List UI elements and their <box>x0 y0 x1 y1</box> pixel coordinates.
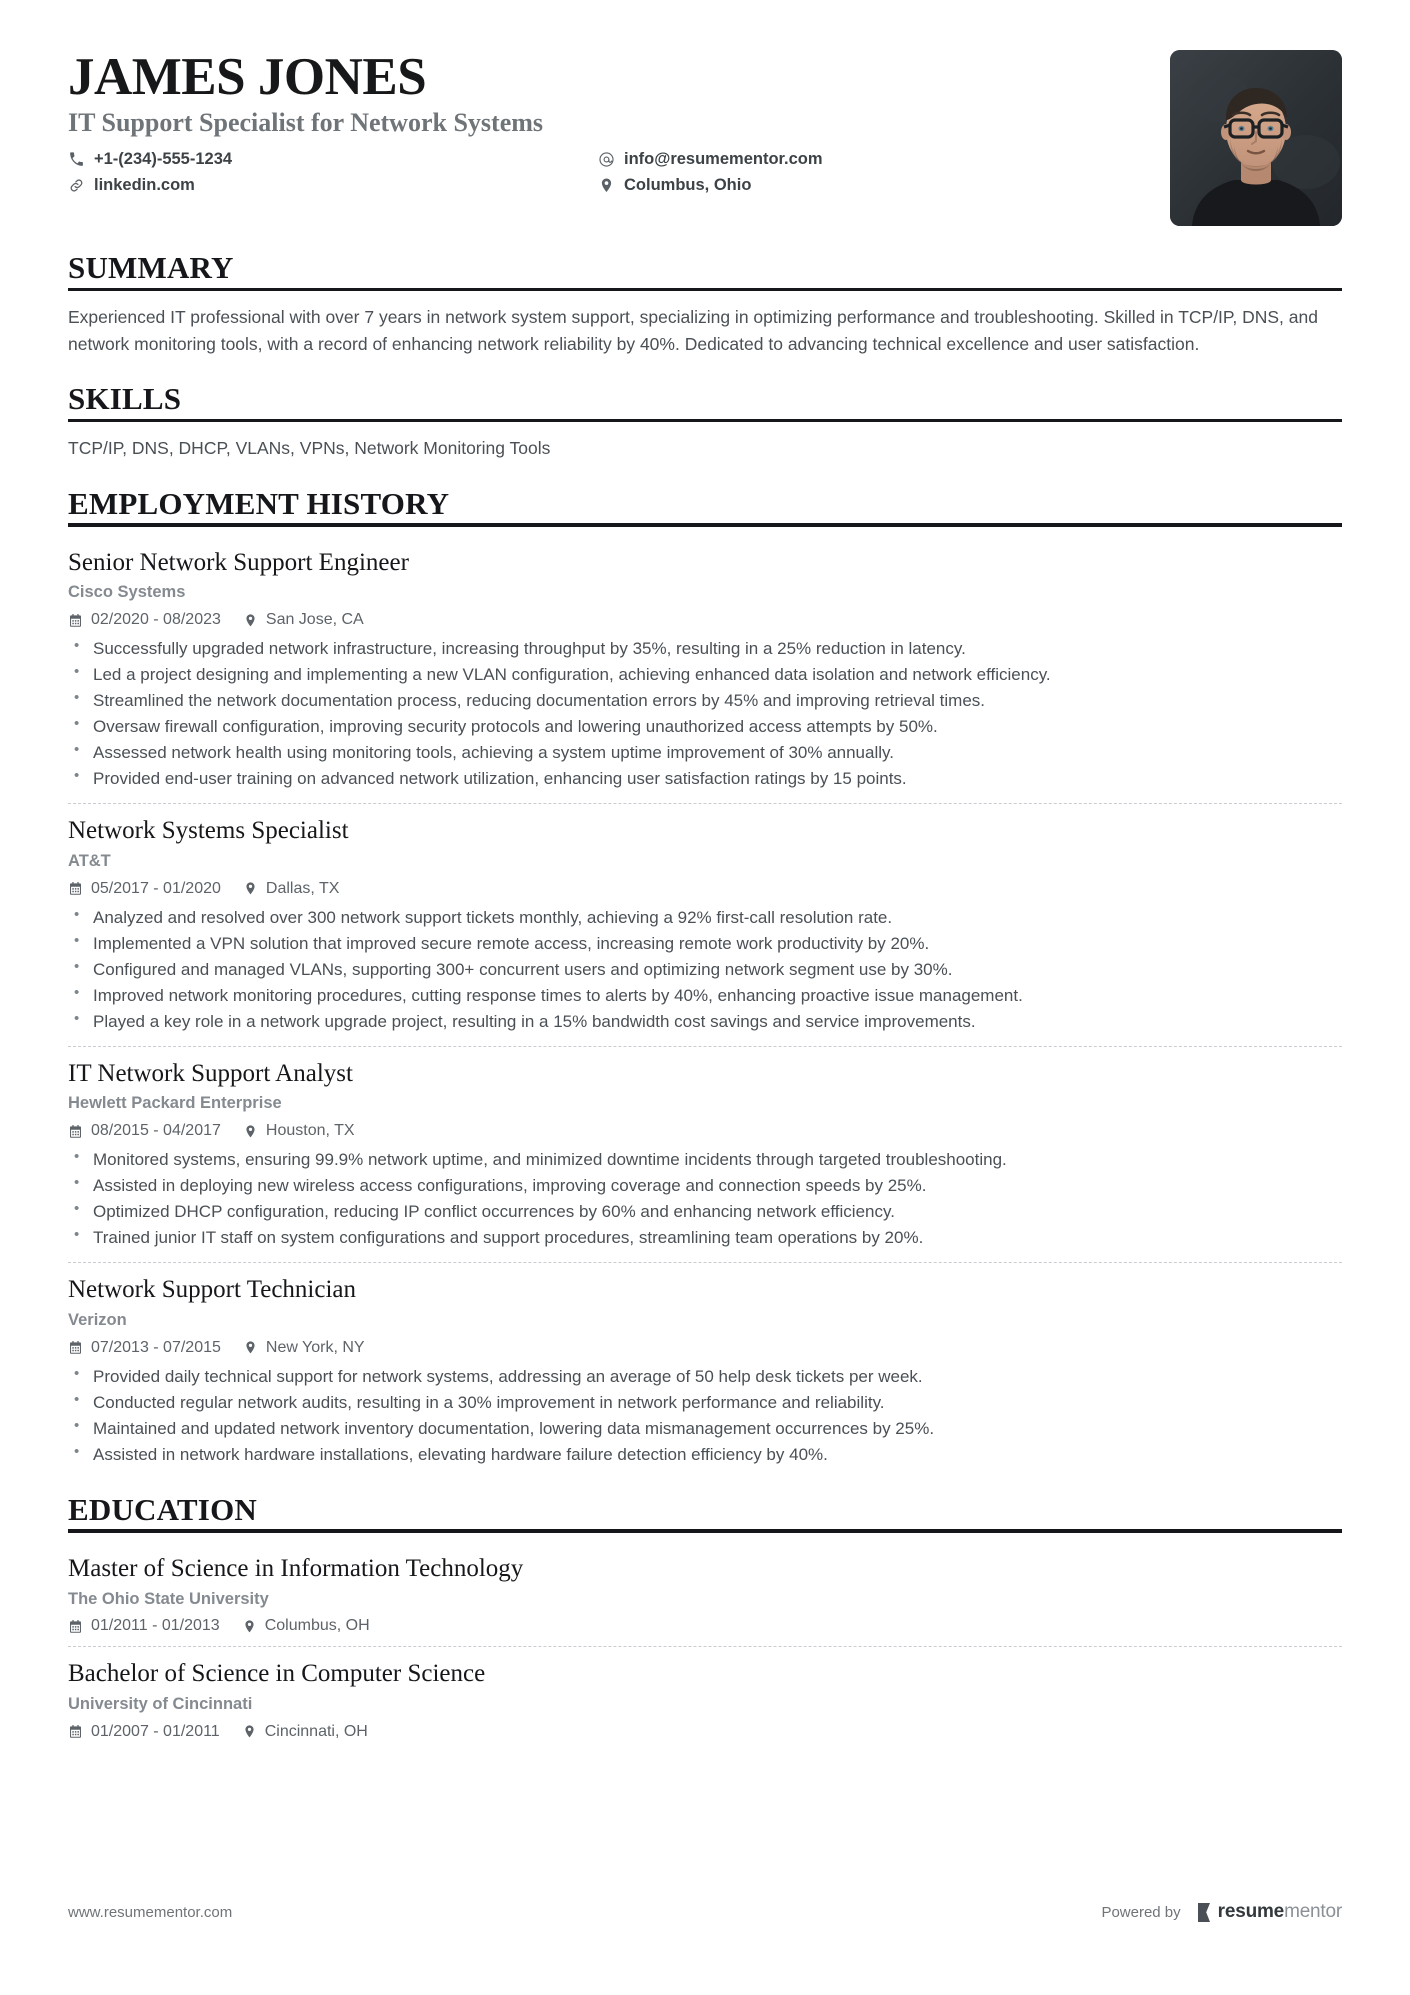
brand-name-strong: resume <box>1217 1901 1285 1922</box>
phone-icon <box>68 151 85 168</box>
section-employment <box>68 485 1342 1468</box>
header-text-block <box>68 46 1146 195</box>
entry-location <box>243 1339 365 1357</box>
entry-bullet: • Provided end-user training on advanced network utilization, enhancing user satisfaction ratings by 15 points. <box>68 766 1342 792</box>
entry-bullet: • Played a key role in a network upgrade project, resulting in a 15% bandwidth cost savings and service improvements. <box>68 1009 1342 1035</box>
employment-entries <box>68 527 1342 1468</box>
powered-by-label: Powered by <box>1101 1903 1181 1921</box>
contact-email[interactable] <box>598 150 1146 169</box>
entry-location <box>243 880 340 898</box>
entry-bullet: • Monitored systems, ensuring 99.9% network uptime, and minimized downtime incidents through targeted troubleshooting. <box>68 1147 1342 1173</box>
summary-body <box>68 291 1342 357</box>
entry-meta <box>68 611 1342 629</box>
entry-location-text: San Jose, CA <box>265 611 364 629</box>
calendar-icon <box>68 1619 83 1634</box>
contact-link[interactable] <box>68 176 598 195</box>
entry-location <box>242 1723 368 1741</box>
entry-bullet: • Assessed network health using monitoring tools, achieving a system uptime improvement of 30% annually. <box>68 740 1342 766</box>
entry-organization: Cisco Systems <box>68 583 186 602</box>
entry-bullets <box>68 636 1342 792</box>
location-pin-icon <box>243 881 258 896</box>
entry-meta <box>68 880 1342 898</box>
calendar-icon <box>68 1340 83 1355</box>
entry-bullet: • Successfully upgraded network infrastructure, increasing throughput by 35%, resulting in a 25% reduction in latency. <box>68 636 1342 662</box>
contact-phone[interactable] <box>68 150 598 169</box>
entry-title: Master of Science in Information Technology <box>68 1554 524 1582</box>
entry-location <box>243 611 364 629</box>
calendar-icon <box>68 881 83 896</box>
contact-phone-text: +1-(234)-555-1234 <box>94 149 233 168</box>
entry-dates <box>68 880 221 898</box>
summary-text: Experienced IT professional with over 7 years in network system support, specializing in optimizing performance and troubleshooting. Skilled in TCP/IP, DNS, and network monitoring tools, with a record of enhancing network reliability by 40%. Dedicated to advancing technical excellence and user satisfaction. <box>68 307 1318 354</box>
entry-bullet: • Implemented a VPN solution that improved secure remote access, increasing remote work productivity by 20%. <box>68 931 1342 957</box>
experience-entry <box>68 1046 1342 1252</box>
location-pin-icon <box>598 177 615 194</box>
section-skills <box>68 383 1342 461</box>
entry-dates-text: 05/2017 - 01/2020 <box>91 879 221 897</box>
entry-organization: Hewlett Packard Enterprise <box>68 1094 282 1113</box>
education-entry <box>68 1646 1342 1741</box>
entry-organization: University of Cincinnati <box>68 1695 253 1714</box>
entry-title: Network Support Technician <box>68 1276 357 1304</box>
page-footer <box>68 1901 1342 1923</box>
entry-bullet: • Provided daily technical support for network systems, addressing an average of 50 help desk tickets per week. <box>68 1364 1342 1390</box>
footer-branding <box>1101 1901 1342 1923</box>
entry-title: Network Systems Specialist <box>68 817 349 845</box>
location-pin-icon <box>242 1724 257 1739</box>
entry-meta <box>68 1339 1342 1357</box>
entry-bullet: • Configured and managed VLANs, supporting 300+ concurrent users and optimizing network segment use by 30%. <box>68 957 1342 983</box>
section-education <box>68 1491 1342 1741</box>
education-entries <box>68 1533 1342 1741</box>
entry-dates-text: 01/2007 - 01/2011 <box>91 1722 220 1740</box>
entry-meta <box>68 1617 1342 1635</box>
calendar-icon <box>68 1724 83 1739</box>
entry-location-text: Houston, TX <box>265 1122 355 1140</box>
entry-bullet: • Trained junior IT staff on system configurations and support procedures, streamlining team operations by 20%. <box>68 1225 1342 1251</box>
entry-dates <box>68 611 221 629</box>
bookmark-icon <box>1197 1903 1211 1922</box>
entry-location-text: New York, NY <box>265 1338 365 1356</box>
entry-bullet: • Led a project designing and implementing a new VLAN configuration, achieving enhanced data isolation and network efficiency. <box>68 662 1342 688</box>
resumementor-logo <box>1197 1901 1342 1923</box>
entry-meta <box>68 1723 1342 1741</box>
entry-dates <box>68 1122 221 1140</box>
entry-dates-text: 02/2020 - 08/2023 <box>91 611 221 629</box>
entry-dates-text: 07/2013 - 07/2015 <box>91 1338 221 1356</box>
professional-title: IT Support Specialist for Network Systems <box>68 108 544 138</box>
entry-bullet: • Conducted regular network audits, resulting in a 30% improvement in network performance and reliability. <box>68 1390 1342 1416</box>
location-pin-icon <box>243 613 258 628</box>
page-title: JAMES JONES <box>68 48 427 106</box>
entry-dates-text: 01/2011 - 01/2013 <box>91 1617 220 1635</box>
section-title-employment: EMPLOYMENT HISTORY <box>68 485 450 521</box>
section-title-education: EDUCATION <box>68 1491 257 1527</box>
entry-bullets <box>68 905 1342 1035</box>
entry-title: Bachelor of Science in Computer Science <box>68 1660 486 1688</box>
contact-link-text: linkedin.com <box>94 175 195 194</box>
entry-dates <box>68 1339 221 1357</box>
entry-organization: AT&T <box>68 851 111 870</box>
entry-bullet: • Analyzed and resolved over 300 network support tickets monthly, achieving a 92% first-call resolution rate. <box>68 905 1342 931</box>
entry-location-text: Columbus, OH <box>264 1617 370 1635</box>
entry-bullet: • Assisted in network hardware installations, elevating hardware failure detection efficiency by 40%. <box>68 1442 1342 1468</box>
entry-bullet: • Oversaw firewall configuration, improving security protocols and lowering unauthorized access attempts by 50%. <box>68 714 1342 740</box>
email-icon <box>598 151 615 168</box>
section-title-skills: SKILLS <box>68 381 182 417</box>
entry-location <box>242 1617 370 1635</box>
entry-bullets <box>68 1364 1342 1468</box>
entry-meta <box>68 1122 1342 1140</box>
location-pin-icon <box>243 1340 258 1355</box>
entry-location-text: Cincinnati, OH <box>264 1722 368 1740</box>
location-pin-icon <box>243 1124 258 1139</box>
education-entry <box>68 1546 1342 1636</box>
experience-entry <box>68 1262 1342 1468</box>
brand-name-light: mentor <box>1284 1901 1342 1922</box>
contact-location <box>598 176 1146 195</box>
avatar <box>1170 50 1342 226</box>
entry-bullet: • Improved network monitoring procedures, cutting response times to alerts by 40%, enhancing proactive issue management. <box>68 983 1342 1009</box>
contact-location-text: Columbus, Ohio <box>624 175 752 194</box>
entry-location <box>243 1122 355 1140</box>
entry-dates <box>68 1617 220 1635</box>
entry-bullet: • Maintained and updated network inventory documentation, lowering data mismanagement occurrences by 25%. <box>68 1416 1342 1442</box>
section-summary <box>68 252 1342 357</box>
experience-entry <box>68 803 1342 1035</box>
entry-dates <box>68 1723 220 1741</box>
entry-organization: Verizon <box>68 1310 127 1329</box>
skills-list: TCP/IP, DNS, DHCP, VLANs, VPNs, Network Monitoring Tools <box>68 438 551 459</box>
section-title-summary: SUMMARY <box>68 250 234 285</box>
entry-bullets <box>68 1147 1342 1251</box>
entry-organization: The Ohio State University <box>68 1589 269 1608</box>
entry-bullet: • Assisted in deploying new wireless access configurations, improving coverage and connection speeds by 25%. <box>68 1173 1342 1199</box>
contact-email-text: info@resumementor.com <box>624 149 823 168</box>
calendar-icon <box>68 613 83 628</box>
entry-location-text: Dallas, TX <box>265 879 340 897</box>
entry-title: IT Network Support Analyst <box>68 1059 353 1087</box>
experience-entry <box>68 540 1342 793</box>
location-pin-icon <box>242 1619 257 1634</box>
footer-website[interactable]: www.resumementor.com <box>68 1903 233 1921</box>
entry-title: Senior Network Support Engineer <box>68 548 409 576</box>
resume-header <box>68 0 1342 226</box>
entry-bullet: • Streamlined the network documentation process, reducing documentation errors by 45% and improving retrieval times. <box>68 688 1342 714</box>
entry-bullet: • Optimized DHCP configuration, reducing IP conflict occurrences by 60% and enhancing network efficiency. <box>68 1199 1342 1225</box>
portrait-photo <box>1170 50 1342 226</box>
skills-body <box>68 422 1342 461</box>
contact-details <box>68 150 1146 195</box>
entry-dates-text: 08/2015 - 04/2017 <box>91 1122 221 1140</box>
calendar-icon <box>68 1124 83 1139</box>
link-icon <box>68 177 85 194</box>
